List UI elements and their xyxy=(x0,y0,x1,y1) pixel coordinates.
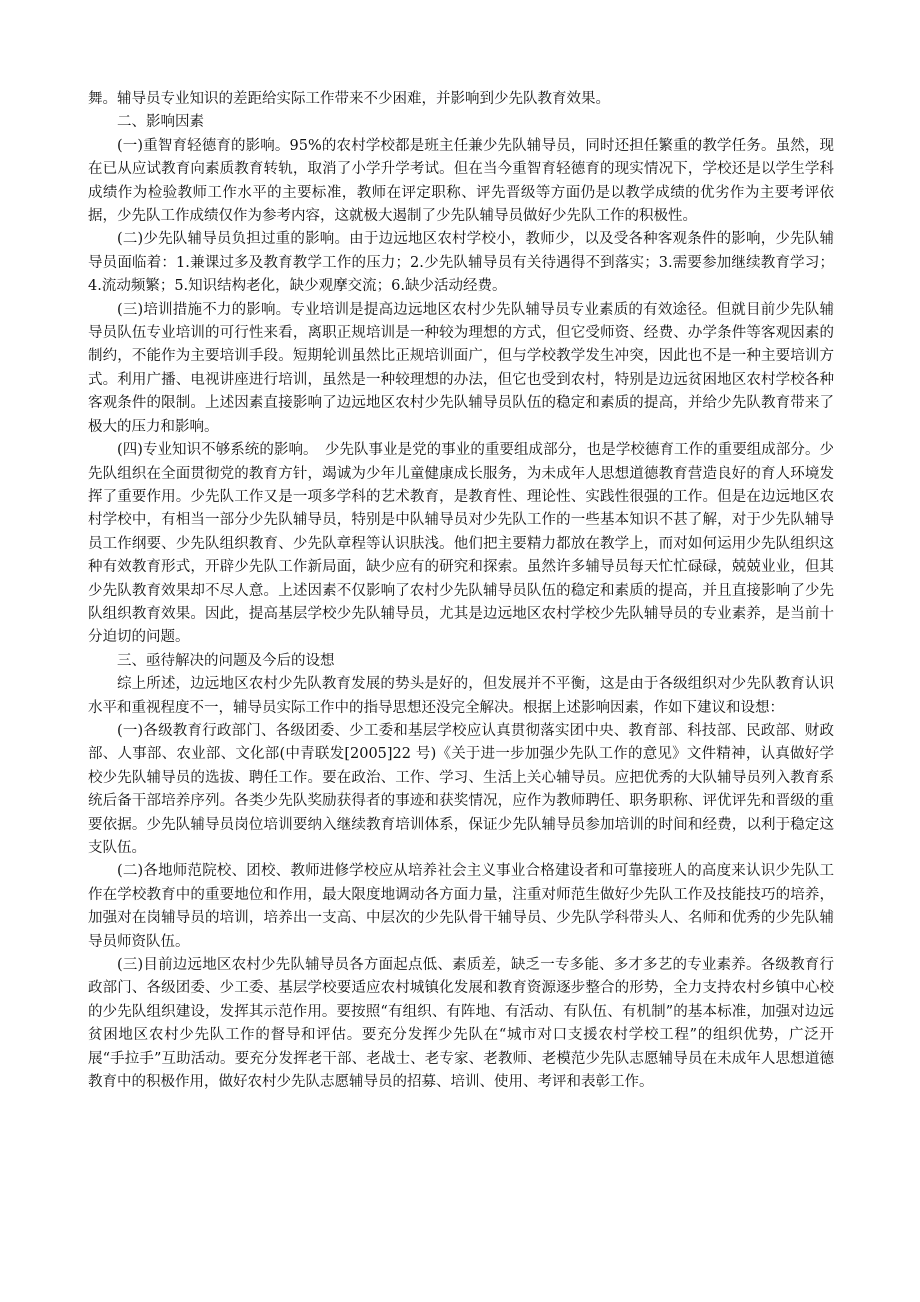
paragraph-summary: 综上所述，边远地区农村少先队教育发展的势头是好的，但发展并不平衡，这是由于各级组织对少先队教育认识水平和重视程度不一，辅导员实际工作中的指导思想还没完全解决。根据上述影响因素，作如下建议和设想： xyxy=(88,676,834,716)
paragraph-factor-2: (二)少先队辅导员负担过重的影响。由于边远地区农村学校小，教师少，以及受各种客观条件的影响，少先队辅导员面临着：1.兼课过多及教育教学工作的压力；2.少先队辅导员有关待遇得不到落实；3.需要参加继续教育学习；4.流动频繁；5.知识结构老化，缺少观摩交流；6.缺少活动经费。 xyxy=(88,231,834,295)
paragraph-factor-1: (一)重智育轻德育的影响。95%的农村学校都是班主任兼少先队辅导员，同时还担任繁重的教学任务。虽然，现在已从应试教育向素质教育转轨，取消了小学升学考试。但在当今重智育轻德育的现实情况下，学校还是以学生学科成绩作为检验教师工作水平的主要标准，教师在评定职称、评先晋级等方面仍是以教学成绩的优劣作为主要考评依据，少先队工作成绩仅作为参考内容，这就极大遏制了少先队辅导员做好少先队工作的积极性。 xyxy=(88,137,834,225)
paragraph-suggestion-2: (二)各地师范院校、团校、教师进修学校应从培养社会主义事业合格建设者和可靠接班人的高度来认识少先队工作在学校教育中的重要地位和作用，最大限度地调动各方面力量，注重对师范生做好少先队工作及技能技巧的培养，加强对在岗辅导员的培训，培养出一支高、中层次的少先队骨干辅导员、少先队学科带头人、名师和优秀的少先队辅导员师资队伍。 xyxy=(88,863,834,950)
section-heading-influence-factors: 二、影响因素 xyxy=(117,114,204,131)
paragraph-factor-4: (四)专业知识不够系统的影响。 少先队事业是党的事业的重要组成部分，也是学校德育工作的重要组成部分。少先队组织在全面贯彻党的教育方针，竭诚为少年儿童健康成长服务，为未成年人思想道德教育营造良好的育人环境发挥了重要作用。少先队工作又是一项多学科的艺术教育，是教育性、理论性、实践性很强的工作。但是在边远地区农村学校中，有相当一部分少先队辅导员，特别是中队辅导员对少先队工作的一些基本知识不甚了解，对于少先队辅导员工作纲要、少先队组织教育、少先队章程等认识肤浅。他们把主要精力都放在教学上，而对如何运用少先队组织这种有效教育形式，开辟少先队工作新局面，缺少应有的研究和探索。虽然许多辅导员每天忙忙碌碌，兢兢业业，但其少先队教育效果却不尽人意。上述因素不仅影响了农村少先队辅导员队伍的稳定和素质的提高，并且直接影响了少先队组织教育效果。因此，提高基层学校少先队辅导员，尤其是边远地区农村学校少先队辅导员的专业素养，是当前十分迫切的问题。 xyxy=(88,442,834,646)
section-heading-problems-and-plans: 三、亟待解决的问题及今后的设想 xyxy=(117,652,335,669)
paragraph-suggestion-3: (三)目前边远地区农村少先队辅导员各方面起点低、素质差，缺乏一专多能、多才多艺的专业素养。各级教育行政部门、各级团委、少工委、基层学校要适应农村城镇化发展和教育资源逐步整合的形势，全力支持农村乡镇中心校的少先队组织建设，发挥其示范作用。要按照“有组织、有阵地、有活动、有队伍、有机制”的基本标准，加强对边远贫困地区农村少先队工作的督导和评估。要充分发挥少先队在“城市对口支援农村学校工程”的组织优势，广泛开展“手拉手”互助活动。要充分发挥老干部、老战士、老专家、老教师、老模范少先队志愿辅导员在未成年人思想道德教育中的积极作用，做好农村少先队志愿辅导员的招募、培训、使用、考评和表彰工作。 xyxy=(88,957,834,1091)
paragraph-suggestion-1: (一)各级教育行政部门、各级团委、少工委和基层学校应认真贯彻落实团中央、教育部、科技部、民政部、财政部、人事部、农业部、文化部(中青联发[2005]22 号)《关于进一步加强少先队工作的意见》文件精神，认真做好学校少先队辅导员的选拔、聘任工作。要在政治、工作、学习、生活上关心辅导员。应把优秀的大队辅导员列入教育系统后备干部培养序列。各类少先队奖励获得者的事迹和获奖情况，应作为教师聘任、职务职称、评优评先和晋级的重要依据。少先队辅导员岗位培训要纳入继续教育培训体系，保证少先队辅导员参加培训的时间和经费，以利于稳定这支队伍。 xyxy=(88,722,834,856)
paragraph-factor-3: (三)培训措施不力的影响。专业培训是提高边远地区农村少先队辅导员专业素质的有效途径。但就目前少先队辅导员队伍专业培训的可行性来看，离职正规培训是一种较为理想的方式，但它受师资、经费、办学条件等客观因素的制约，不能作为主要培训手段。短期轮训虽然比正规培训面广，但与学校教学发生冲突，因此也不是一种主要培训方式。利用广播、电视讲座进行培训，虽然是一种较理想的办法，但它也受到农村，特别是边远贫困地区农村学校各种客观条件的限制。上述因素直接影响了边远地区农村少先队辅导员队伍的稳定和素质的提高，并给少先队教育带来了极大的压力和影响。 xyxy=(88,301,834,435)
paragraph-continued: 舞。辅导员专业知识的差距给实际工作带来不少困难，并影响到少先队教育效果。 xyxy=(88,91,610,107)
document-body xyxy=(88,88,834,1094)
